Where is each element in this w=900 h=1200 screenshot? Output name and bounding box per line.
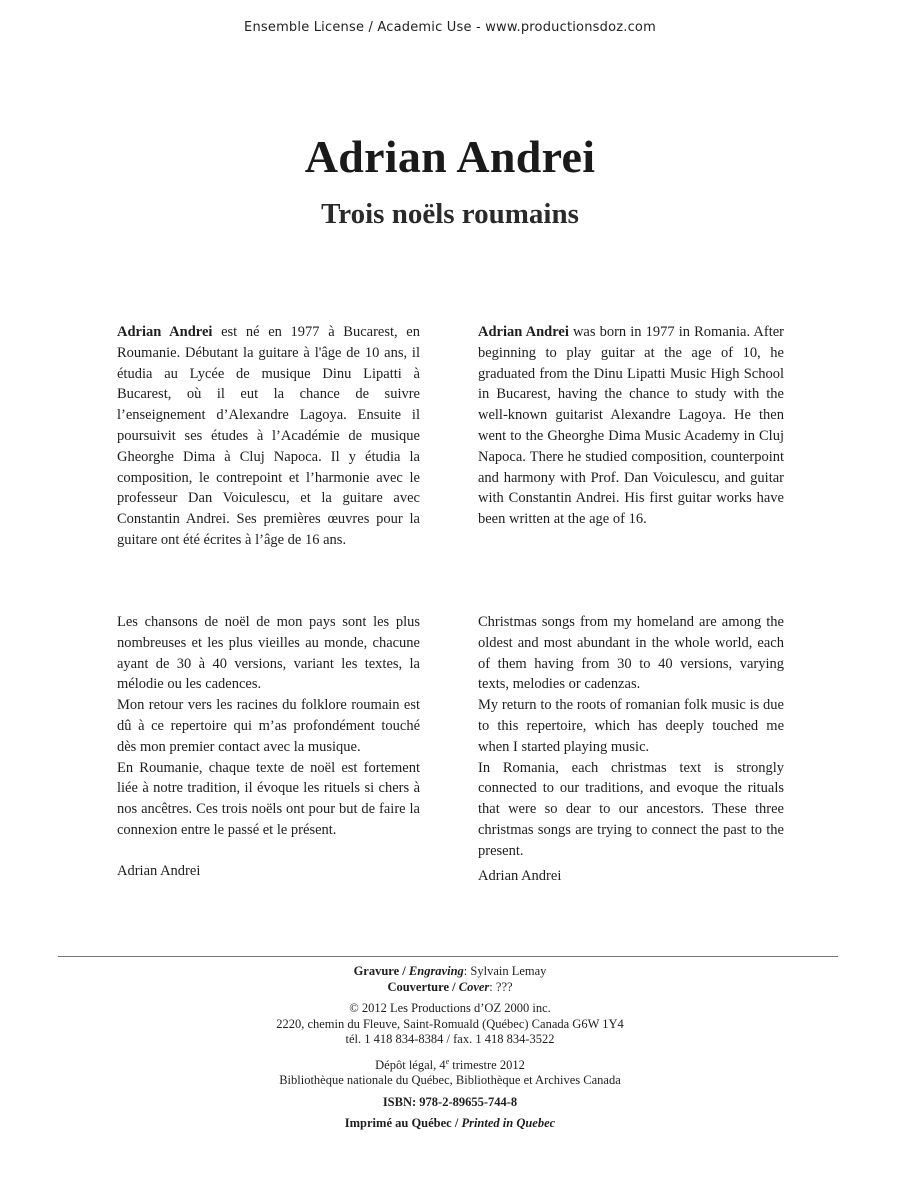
address: 2220, chemin du Fleuve, Saint-Romuald (Québec) Canada G6W 1Y4: [276, 1016, 624, 1031]
cover-label-fr: Couverture /: [387, 979, 459, 994]
engraving-credit: [0, 964, 900, 980]
cover-value: : ???: [489, 979, 513, 994]
engraving-label-fr: Gravure /: [353, 964, 409, 978]
notes-en-paragraph: Christmas songs from my homeland are among the oldest and most abundant in the whole world, each of them having from 30 to 40 versions, varying texts, melodies or cadenzas.: [478, 614, 784, 693]
cover-credit: [0, 980, 900, 996]
colophon-divider: [58, 956, 838, 957]
colophon: [0, 964, 900, 1138]
libraries: Bibliothèque nationale du Québec, Bibliothèque et Archives Canada: [279, 1073, 621, 1088]
work-title: Trois noëls roumains: [321, 198, 579, 230]
bio-fr-text: est né en 1977 à Bucarest, en Roumanie. Débutant la guitare à l'âge de 10 ans, il étudia au Lycée de musique Dinu Lipatti à Bucarest, où il eut la chance de suivre l’enseignement d’Alexandre Lagoya. Ensuite il poursuivit ses études à l’Académie de musique Gheorghe Dima à Cluj Napoca. Il y étudia la composition, le contrepoint et l’harmonie avec le professeur Dan Voiculescu, et la guitare avec Constantin Andrei. Ses premières œuvres pour la guitare ont été écrites à l’âge de 16 ans.: [117, 324, 420, 548]
credits: [0, 964, 900, 995]
isbn: ISBN: 978-2-89655-744-8: [382, 1094, 518, 1109]
cover-label-en: Cover: [458, 979, 490, 994]
printed-in: Imprimé au Québec / Printed in Quebec: [344, 1116, 556, 1131]
phone-fax: tél. 1 418 834-8384 / fax. 1 418 834-3522: [345, 1032, 555, 1046]
composer-name: Adrian Andrei: [304, 131, 596, 182]
notes-french: [117, 612, 420, 841]
notes-fr-paragraph: Les chansons de noël de mon pays sont les plus nombreuses et les plus vieilles au monde, chacune ayant de 30 à 40 versions, variant les textes, la mélodie ou les cadences.: [117, 614, 420, 693]
legal-deposit: [0, 1054, 900, 1089]
notes-fr-paragraph: Mon retour vers les racines du folklore roumain est dû à ce repertoire qui m’as profondément touché dès mon premier contact avec la musique.: [117, 697, 420, 755]
publisher-info: [0, 1001, 900, 1048]
signature-french: Adrian Andrei: [117, 863, 201, 879]
bio-english: [478, 322, 784, 530]
bio-french: [117, 322, 420, 551]
notes-en-paragraph: My return to the roots of romanian folk music is due to this repertoire, which has deeply touched me when I started playing music.: [478, 697, 784, 755]
signature-english: Adrian Andrei: [478, 868, 562, 884]
bio-fr-name: Adrian Andrei: [117, 324, 213, 340]
engraving-label-en: Engraving: [408, 964, 464, 978]
copyright: © 2012 Les Productions d’OZ 2000 inc.: [349, 1001, 551, 1015]
notes-en-paragraph: In Romania, each christmas text is strongly connected to our traditions, and evoque the rituals that were so dear to our ancestors. These three christmas songs are trying to connect the past to the present.: [478, 759, 784, 859]
engraving-value: : Sylvain Lemay: [463, 964, 547, 978]
legal-deposit-line: Dépôt légal, 4e trimestre 2012: [375, 1056, 525, 1072]
license-header: Ensemble License / Academic Use - www.productionsdoz.com: [244, 20, 656, 35]
notes-fr-paragraph: En Roumanie, chaque texte de noël est fortement liée à notre tradition, il évoque les rituels si chers à nos ancêtres. Ces trois noëls ont pour but de faire la connexion entre le passé et le présent.: [117, 759, 420, 838]
bio-en-name: Adrian Andrei: [478, 324, 569, 340]
bio-en-text: was born in 1977 in Romania. After beginning to play guitar at the age of 10, he graduated from the Dinu Lipatti Music High School in Bucarest, having the chance to study with the well-known guitarist Alexandre Lagoya. He then went to the Gheorghe Dima Music Academy in Cluj Napoca. There he studied composition, counterpoint and harmony with Prof. Dan Voiculescu, and guitar with Constantin Andrei. His first guitar works have been written at the age of 16.: [478, 324, 784, 528]
notes-english: [478, 612, 784, 862]
